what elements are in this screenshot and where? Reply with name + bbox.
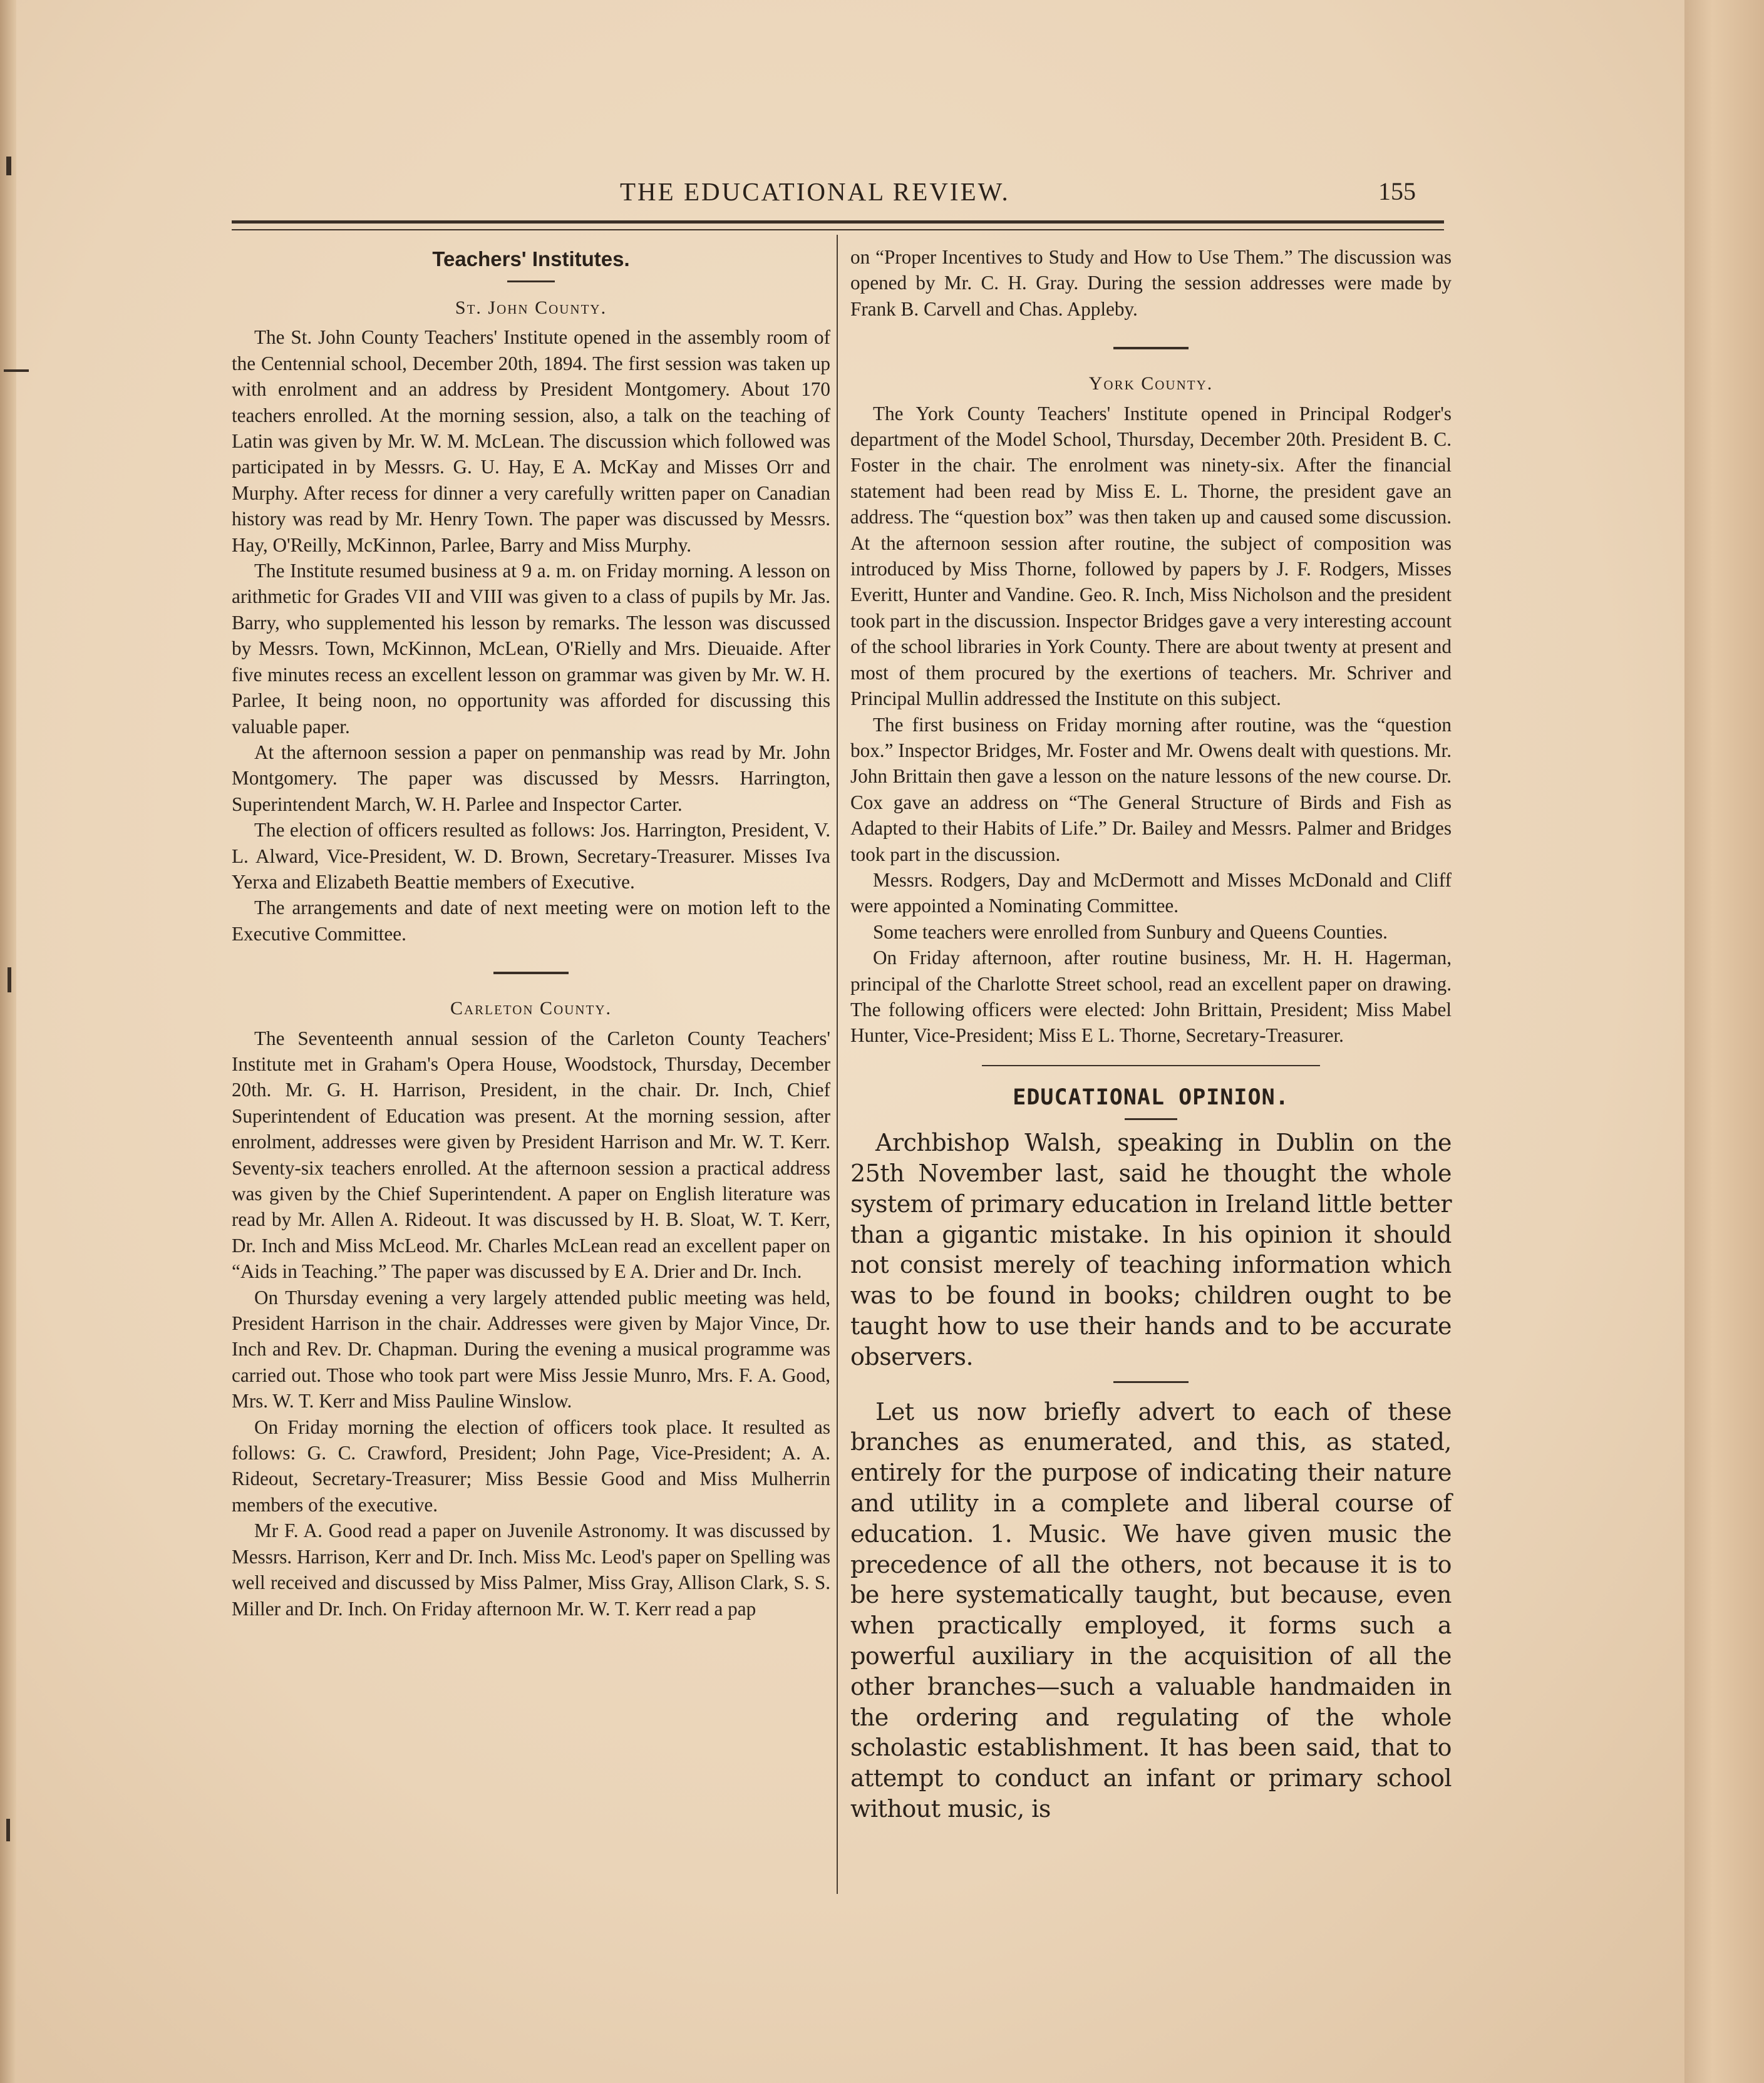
header-rule-thin bbox=[232, 229, 1444, 230]
margin-mark bbox=[6, 1819, 10, 1841]
paragraph: The first business on Friday morning after routine, was the “question box.” Inspector Bridges, Mr. Foster and Mr. Owens dealt with questions. Mr. John Brittain then gave a lesson on the nature lessons of the new course. Dr. Cox gave an address on “The General Structure of Birds and Fish as Adapted to their Habits of Life.” Dr. Bailey and Messrs. Palmer and Bridges took part in the discussion. bbox=[850, 713, 1452, 865]
paragraph: The Seventeenth annual session of the Carleton County Teachers' Institute met in Graham's Opera House, Woodstock, Thursday, December 20th. Mr. G. H. Harrison, President, in the chair. Dr. Inch, Chief Superintendent of Education was present. At the morning session, after enrolment, addresses were given by President Harrison and Mr. W. T. Kerr. Seventy-six teachers enrolled. At the afternoon session a practical address was given by the Chief Superintendent. A paper on English literature was read by Mr. Allen A. Rideout. It was discussed by H. B. Sloat, W. T. Kerr, Dr. Inch and Miss McLeod. Mr. Charles McLean read an excellent paper on “Aids in Teaching.” The paper was discussed by E A. Drier and Dr. Inch. bbox=[232, 1027, 830, 1283]
running-header bbox=[232, 168, 1444, 212]
paragraph: Let us now briefly advert to each of these branches as enumerated, and this, as stated, entirely for the purpose of indicating their nature and utility in a complete and liberal course of education. 1. Music. We have given music the precedence of all the others, not because it is to be here systematically taught, but because, even when practically employed, it forms such a powerful auxiliary in the acquisition of all the other branches—such a valuable handmaiden in the ordering and regulating of the whole scholastic establishment. It has been said, that to attempt to conduct an infant or primary school without music, is bbox=[850, 1397, 1452, 1823]
paragraph: On Friday morning the election of officers took place. It resulted as follows: G. C. Crawford, President; John Page, Vice-President; A. A. Rideout, Secretary-Treasurer; Miss Bessie Good and Miss Mulherrin members of the executive. bbox=[232, 1416, 830, 1516]
right-column bbox=[850, 244, 1452, 1824]
header-rule bbox=[232, 220, 1444, 224]
page-number: 155 bbox=[1378, 177, 1416, 205]
paragraph: Messrs. Rodgers, Day and McDermott and Misses McDonald and Cliff were appointed a Nominating Committee. bbox=[850, 868, 1452, 917]
section-rule bbox=[493, 972, 569, 974]
separator-rule bbox=[1113, 1381, 1189, 1383]
heading-rule bbox=[1125, 1118, 1177, 1120]
margin-mark bbox=[6, 157, 11, 175]
left-column bbox=[232, 244, 830, 1622]
paragraph: On Thursday evening a very largely attended public meeting was held, President Harrison in the chair. Addresses were given by Major Vince, Dr. Inch and Rev. Dr. Chapman. During the evening a musical programme was carried out. Those who took part were Miss Jessie Munro, Mrs. F. A. Good, Mrs. W. T. Kerr and Miss Pauline Winslow. bbox=[232, 1286, 830, 1412]
column-divider bbox=[837, 235, 838, 1894]
paragraph: At the afternoon session a paper on penmanship was read by Mr. John Montgomery. The paper was discussed by Messrs. Harrington, Superintendent March, W. H. Parlee and Inspector Carter. bbox=[232, 741, 830, 815]
journal-title: THE EDUCATIONAL REVIEW. bbox=[620, 177, 1010, 206]
section-rule bbox=[1113, 347, 1189, 349]
opinion-body bbox=[850, 1128, 1452, 1824]
paragraph: Mr F. A. Good read a paper on Juvenile Astronomy. It was discussed by Messrs. Harrison, Kerr and Dr. Inch. Miss Mc. Leod's paper on Spelling was well received and discussed by Miss Palmer, Miss Gray, Allison Clark, S. S. Miller and Dr. Inch. On Friday afternoon Mr. W. T. Kerr read a pap bbox=[232, 1520, 830, 1620]
next-page-edge bbox=[1684, 0, 1764, 2083]
subheading-carleton: Carleton County. bbox=[450, 998, 612, 1019]
paragraph: The St. John County Teachers' Institute opened in the assembly room of the Centennial school, December 20th, 1894. The first session was taken up with enrolment and an address by President Montgomery. About 170 teachers enrolled. At the morning session, also, a talk on the teaching of Latin was given by Mr. W. M. McLean. The discussion which followed was participated in by Messrs. G. U. Hay, E A. McKay and Misses Orr and Murphy. After recess for dinner a very carefully written paper on Canadian history was read by Mr. Henry Town. The paper was discussed by Messrs. Hay, O'Reilly, McKinnon, Parlee, Barry and Miss Murphy. bbox=[232, 326, 830, 556]
heading-rule bbox=[507, 280, 555, 282]
paragraph: Archbishop Walsh, speaking in Dublin on the 25th November last, said he thought the whole system of primary education in Ireland little better than a gigantic mistake. In his opinion it should not consist merely of teaching information which was to be found in books; children ought to be taught how to use their hands and to be accurate observers. bbox=[850, 1129, 1452, 1371]
educational-opinion-heading: EDUCATIONAL OPINION. bbox=[1013, 1084, 1289, 1110]
paragraph: The York County Teachers' Institute opened in Principal Rodger's department of the Model School, Thursday, December 20th. President B. C. Foster in the chair. The enrolment was ninety-six. After the financial statement had been read by Miss E. L. Thorne, the president gave an address. The “question box” was then taken up and caused some discussion. At the afternoon session after routine, the subject of composition was introduced by Miss Thorne, followed by papers by J. F. Rodgers, Misses Everitt, Hunter and Vandine. Geo. R. Inch, Miss Nicholson and the president took part in the discussion. Inspector Bridges gave a very interesting account of the school libraries in York County. There are about twenty at present and most of them procured by the exertions of teachers. Mr. Schriver and Principal Mullin addressed the Institute on this subject. bbox=[850, 402, 1452, 710]
paragraph: Some teachers were enrolled from Sunbury and Queens Counties. bbox=[873, 920, 1388, 943]
subheading-st-john: St. John County. bbox=[455, 297, 607, 318]
page-binding-edge bbox=[0, 0, 16, 2083]
paragraph: The election of officers resulted as follows: Jos. Harrington, President, V. L. Alward, Vice-President, W. D. Brown, Secretary-Treasurer. Misses Iva Yerxa and Elizabeth Beattie members of Executive. bbox=[232, 819, 830, 893]
section-rule bbox=[982, 1065, 1320, 1066]
margin-mark bbox=[4, 369, 29, 372]
paragraph: On Friday afternoon, after routine business, Mr. H. H. Hagerman, principal of the Charlotte Street school, read an excellent paper on drawing. The following officers were elected: John Brittain, President; Miss Mabel Hunter, Vice-President; Miss E L. Thorne, Secretary-Treasurer. bbox=[850, 947, 1452, 1047]
paragraph: The Institute resumed business at 9 a. m. on Friday morning. A lesson on arithmetic for Grades VII and VIII was given to a class of pupils by Mr. Jas. Barry, who supplemented his lesson by remarks. The lesson was discussed by Messrs. Town, McKinnon, McLean, O'Rielly and Mrs. Dieuaide. After five minutes recess an excellent lesson on grammar was given by Mr. W. H. Parlee, It being noon, no opportunity was afforded for discussing this valuable paper. bbox=[232, 560, 830, 738]
section-heading: Teachers' Institutes. bbox=[432, 247, 630, 270]
paragraph-continued: on “Proper Incentives to Study and How to Use Them.” The discussion was opened by Mr. C. H. Gray. During the session addresses were made by Frank B. Carvell and Chas. Appleby. bbox=[850, 246, 1452, 320]
paragraph: The arrangements and date of next meeting were on motion left to the Executive Committee. bbox=[232, 897, 830, 945]
margin-mark bbox=[8, 967, 11, 992]
subheading-york: York County. bbox=[1088, 373, 1214, 394]
